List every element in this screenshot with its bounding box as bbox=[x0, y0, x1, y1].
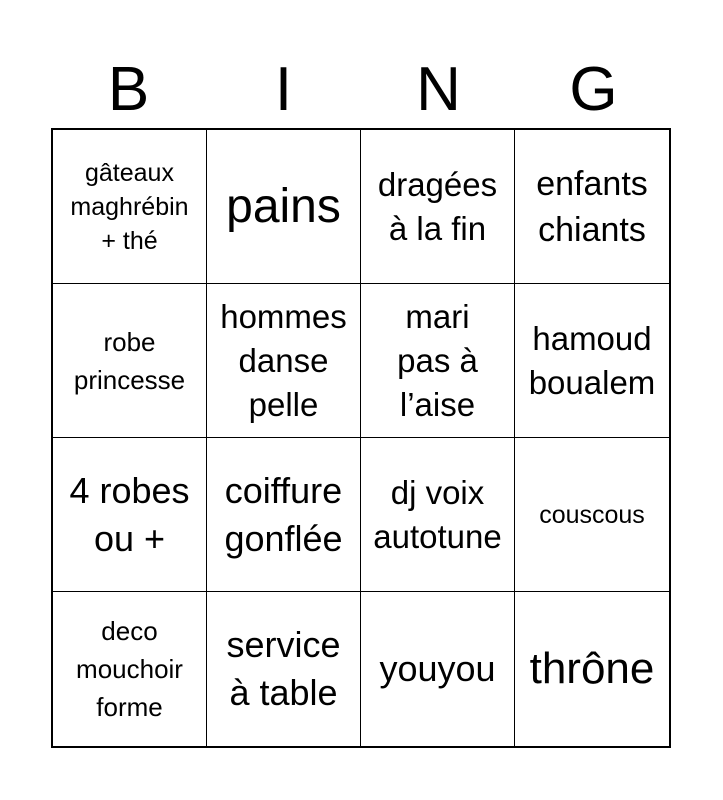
cell-label: couscous bbox=[539, 500, 645, 529]
cell-label: dragées à la fin bbox=[377, 165, 498, 247]
bingo-cell-r4c2[interactable] bbox=[207, 592, 361, 746]
bingo-cell-r4c4[interactable] bbox=[515, 592, 669, 746]
cell-label: mari pas à l’aise bbox=[397, 297, 478, 423]
bingo-header bbox=[51, 52, 671, 128]
cell-label: 4 robes ou + bbox=[69, 469, 190, 559]
cell-label: pains bbox=[226, 179, 341, 233]
bingo-cell-r3c2[interactable] bbox=[207, 438, 361, 592]
bingo-cell-r1c1[interactable] bbox=[53, 130, 207, 284]
cell-label: hamoud boualem bbox=[528, 319, 656, 401]
cell-label: dj voix autotune bbox=[373, 473, 502, 555]
bingo-cell-r2c1[interactable] bbox=[53, 284, 207, 438]
cell-label: robe princesse bbox=[73, 326, 186, 395]
bingo-cell-r2c2[interactable] bbox=[207, 284, 361, 438]
bingo-board bbox=[51, 128, 671, 748]
cell-label: hommes danse pelle bbox=[220, 297, 347, 423]
bingo-cell-r3c4[interactable] bbox=[515, 438, 669, 592]
cell-label: enfants chiants bbox=[536, 164, 648, 249]
bingo-cell-r2c4[interactable] bbox=[515, 284, 669, 438]
bingo-cell-r4c3[interactable] bbox=[361, 592, 515, 746]
cell-label: coiffure gonflée bbox=[224, 469, 343, 559]
bingo-cell-r1c4[interactable] bbox=[515, 130, 669, 284]
cell-label: youyou bbox=[379, 648, 496, 689]
header-letter-i: I bbox=[274, 55, 293, 124]
cell-label: gâteaux maghrébin + thé bbox=[70, 158, 189, 255]
cell-label: deco mouchoir forme bbox=[76, 616, 183, 722]
bingo-cell-r4c1[interactable] bbox=[53, 592, 207, 746]
header-letter-n: N bbox=[416, 55, 461, 124]
cell-label: thrône bbox=[529, 644, 655, 693]
header-letter-g: G bbox=[569, 55, 618, 124]
bingo-cell-r3c3[interactable] bbox=[361, 438, 515, 592]
bingo-cell-r1c2[interactable] bbox=[207, 130, 361, 284]
cell-label: service à table bbox=[226, 624, 341, 713]
bingo-cell-r1c3[interactable] bbox=[361, 130, 515, 284]
bingo-cell-r2c3[interactable] bbox=[361, 284, 515, 438]
header-letter-b: B bbox=[107, 55, 150, 124]
bingo-cell-r3c1[interactable] bbox=[53, 438, 207, 592]
